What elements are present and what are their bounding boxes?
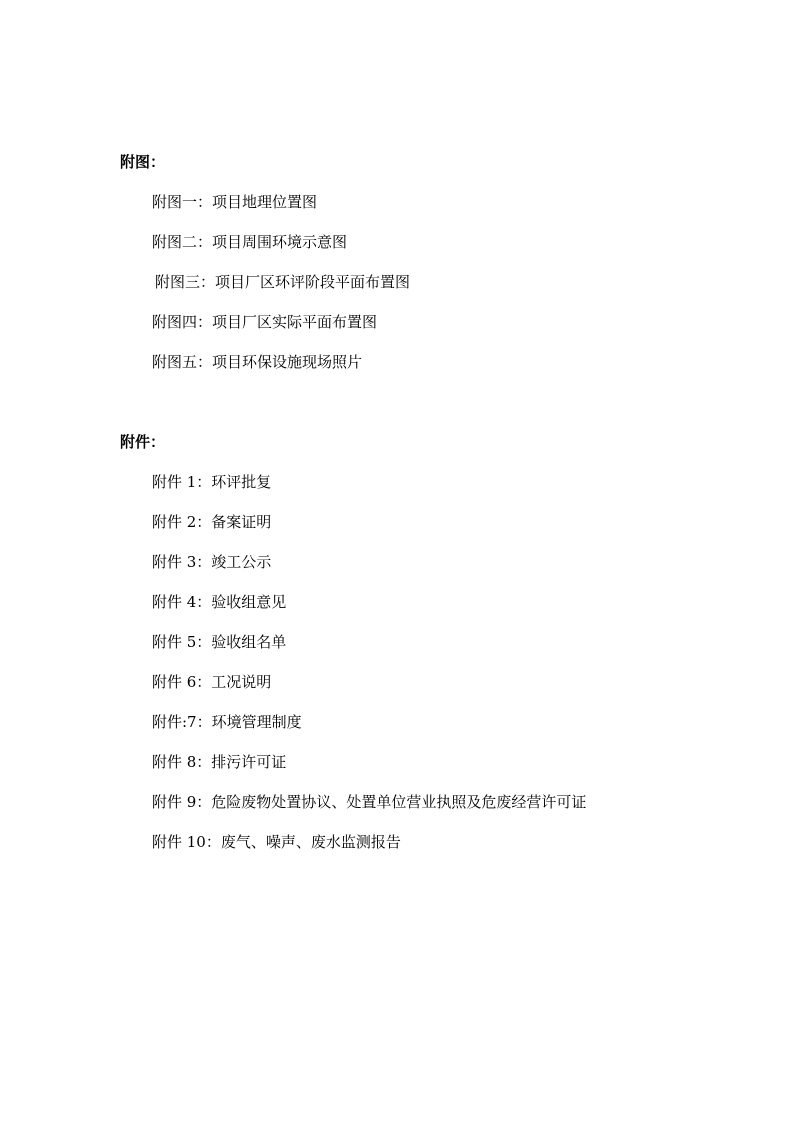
figure-item-3: 附图三：项目厂区环评阶段平面布置图 <box>155 273 411 291</box>
attachment-item-4: 附件 4：验收组意见 <box>152 593 287 611</box>
figures-heading: 附图： <box>120 153 166 171</box>
attachment-item-8: 附件 8：排污许可证 <box>152 753 287 771</box>
attachment-item-7: 附件:7：环境管理制度 <box>152 713 302 731</box>
figure-item-5: 附图五：项目环保设施现场照片 <box>152 353 363 371</box>
attachment-item-2: 附件 2：备案证明 <box>152 513 272 531</box>
attachment-item-6: 附件 6：工况说明 <box>152 673 272 691</box>
attachment-item-3: 附件 3：竣工公示 <box>152 553 272 571</box>
figure-item-1: 附图一：项目地理位置图 <box>152 193 318 211</box>
figure-item-2: 附图二：项目周围环境示意图 <box>152 233 348 251</box>
attachment-item-10: 附件 10：废气、噪声、废水监测报告 <box>152 833 401 851</box>
attachment-item-9: 附件 9：危险废物处置协议、处置单位营业执照及危废经营许可证 <box>152 793 587 811</box>
attachment-item-5: 附件 5：验收组名单 <box>152 633 287 651</box>
attachments-heading: 附件： <box>120 433 166 451</box>
attachment-item-1: 附件 1：环评批复 <box>152 473 272 491</box>
figure-item-4: 附图四：项目厂区实际平面布置图 <box>152 313 378 331</box>
